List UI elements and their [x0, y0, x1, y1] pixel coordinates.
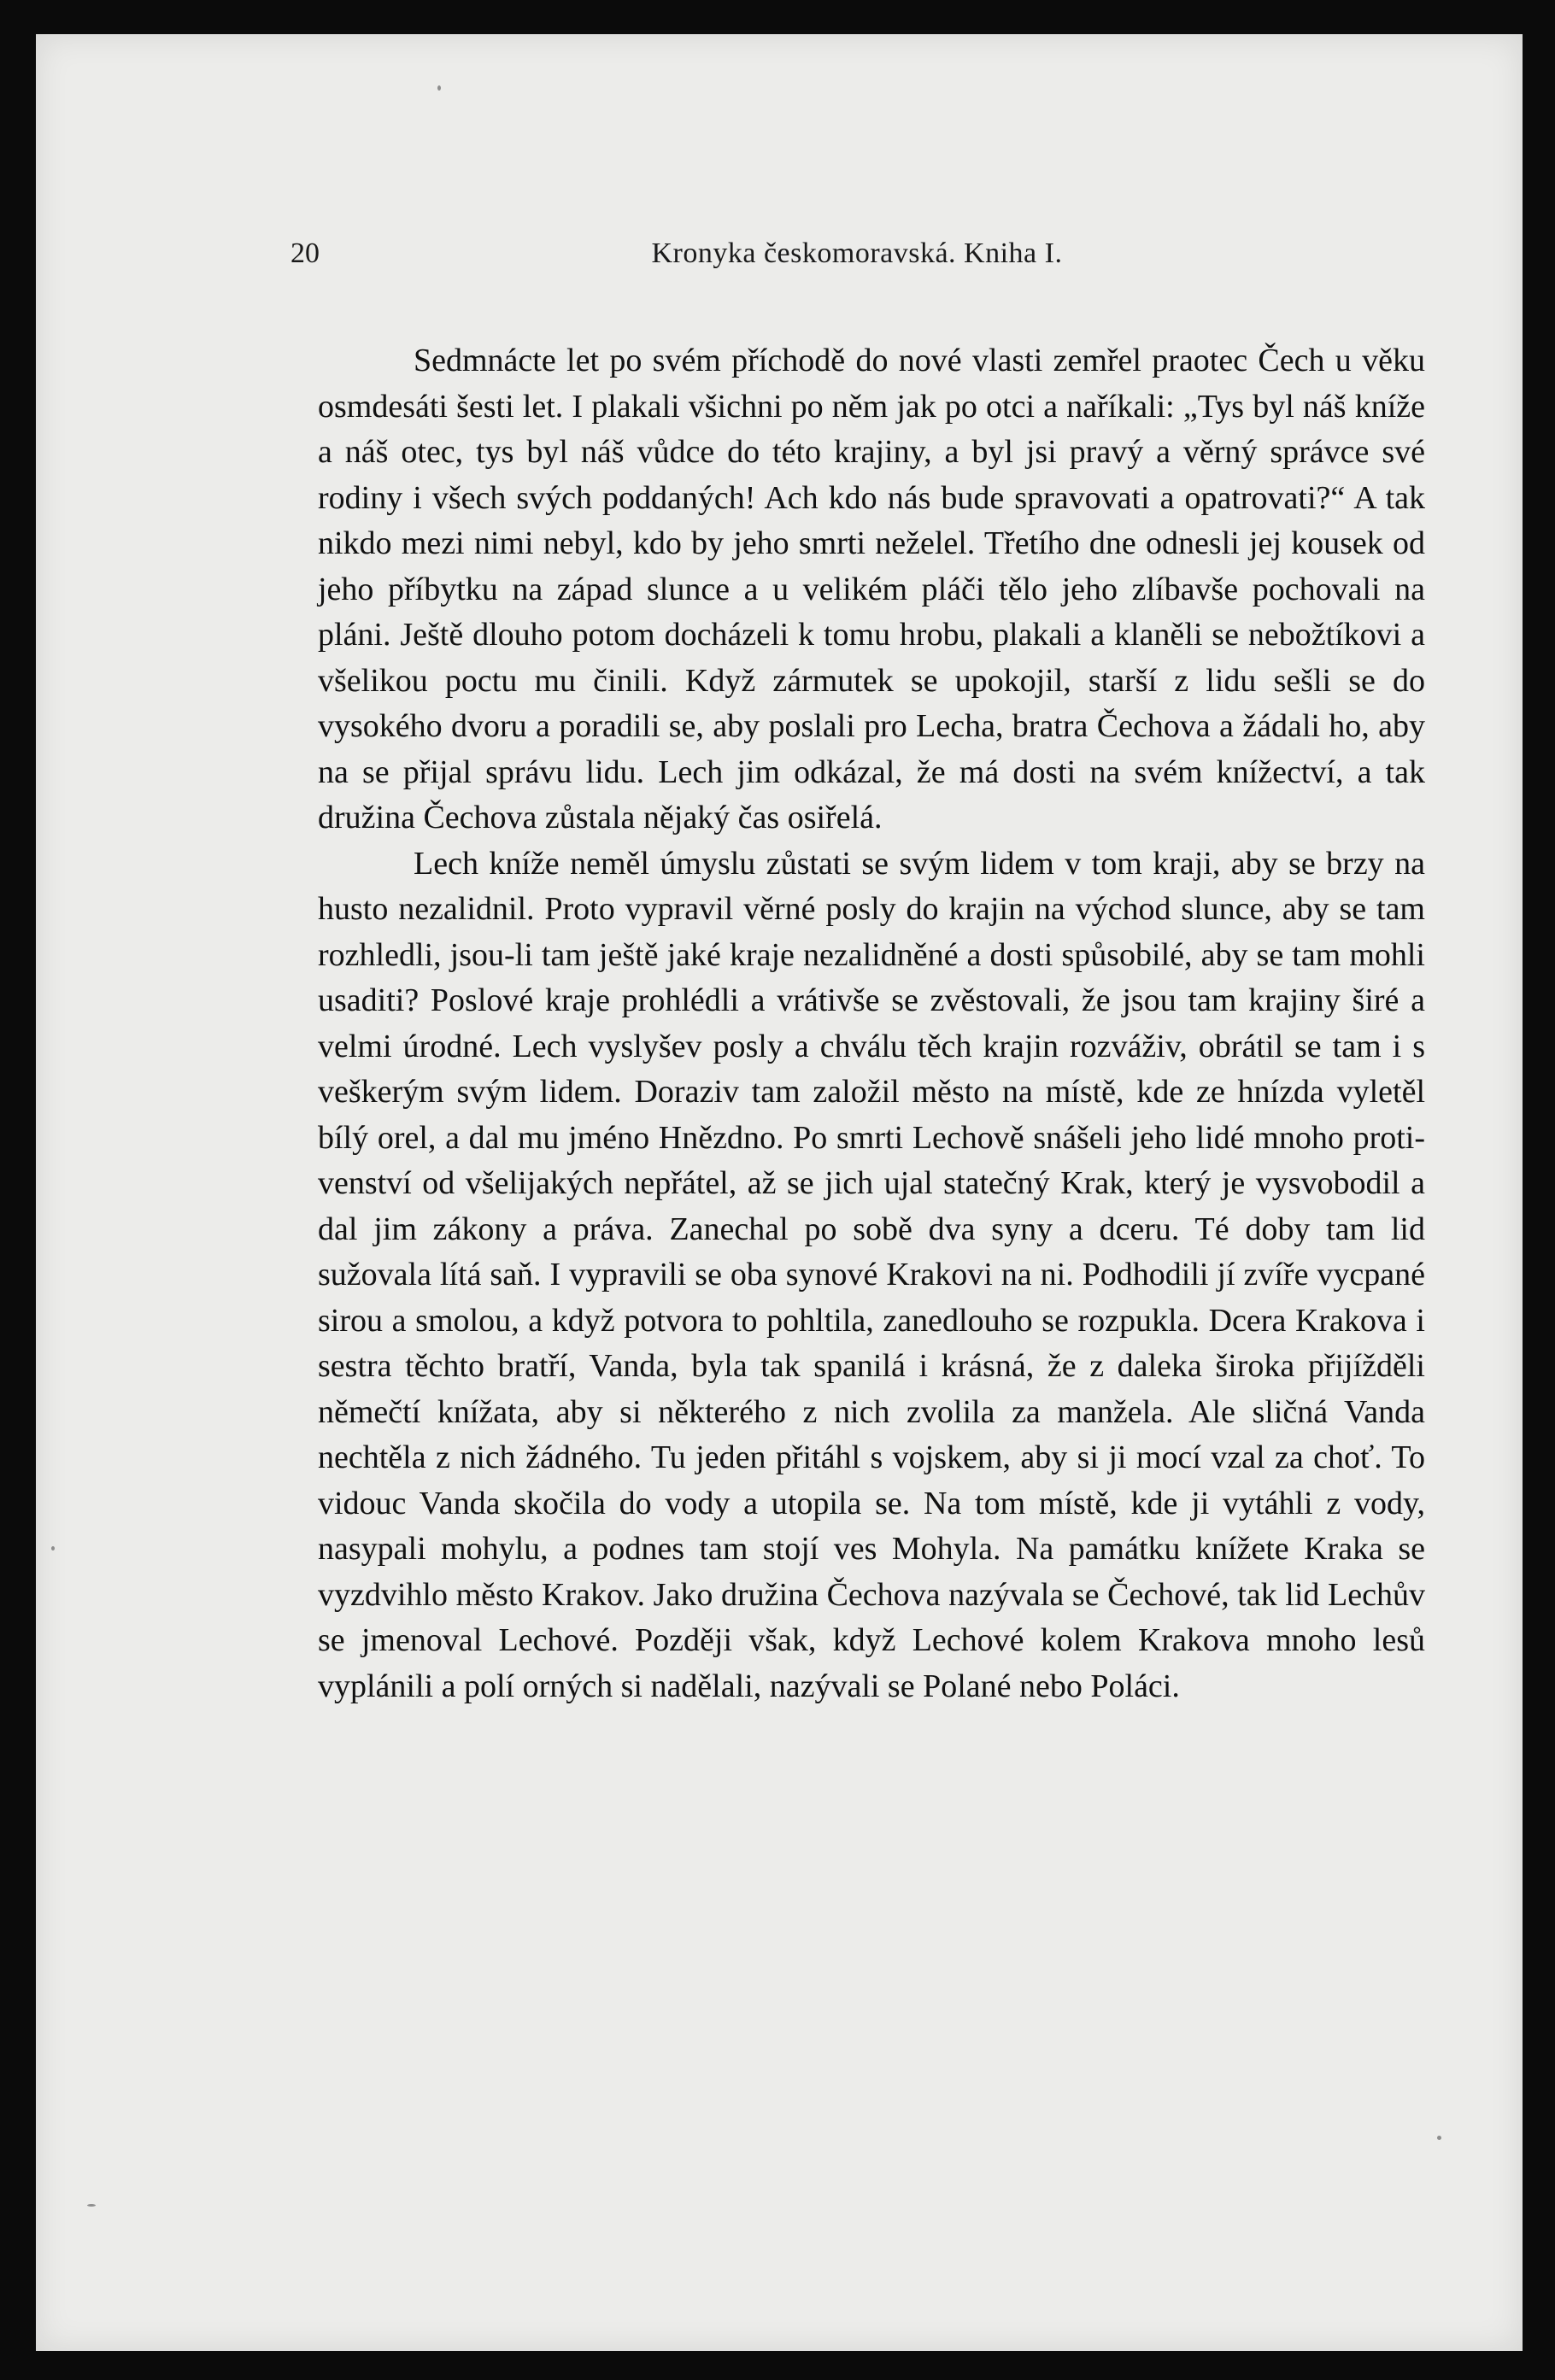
page-header: [290, 226, 1423, 277]
paper-speck: [51, 1546, 55, 1551]
book-page: [36, 34, 1523, 2351]
paper-speck: [1437, 2136, 1441, 2140]
page-number: 20: [290, 237, 320, 269]
running-title: Kronyka českomoravská. Kniha I.: [651, 237, 1063, 269]
paper-speck: [437, 85, 441, 91]
paragraph-2: Lech kníže neměl úmyslu zůstati se svým lidem v tom kraji, aby se brzy na husto nezalidnil. Proto vypravil věrné posly do krajin na východ slunce, aby se tam rozhledli, jsou-li tam ještě jaké kraje nezalidněné a dosti spůsobilé, aby se tam mohli usaditi? Poslové kraje prohlédli a vrátivše se zvěstovali, že jsou tam krajiny širé a velmi úrodné. Lech vyslyšev posly a chválu těch krajin rozváživ, obrátil se tam i s veškerým svým lidem. Doraziv tam založil město na místě, kde ze hnízda vyletěl bílý orel, a dal mu jméno Hnězdno. Po smrti Lechově snášeli jeho lidé mnoho protivenství od všelijakých nepřátel, až se jich ujal statečný Krak, který je vysvobodil a dal jim zákony a práva. Zanechal po sobě dva syny a dceru. Té doby tam lid sužovala lítá saň. I vypravili se oba synové Krakovi na ni. Podhodili jí zvíře vycpané sirou a smolou, a když potvora to pohltila, zanedlouho se rozpukla. Dcera Krakova i sestra těchto bratří, Vanda, byla tak spanilá i krásná, že z daleka široka přijížděli němečtí knížata, aby si některého z nich zvolila za manžela. Ale sličná Vanda nechtěla z nich žádného. Tu jeden přitáhl s vojskem, aby si ji mocí vzal za choť. To vidouc Vanda skočila do vody a utopila se. Na tom místě, kde ji vytáhli z vody, nasypali mohylu, a podnes tam stojí ves Mohyla. Na památku knížete Kraka se vyzdvihlo město Krakov. Jako družina Čechova nazývala se Čechové, tak lid Lechův se jmenoval Lechové. Později však, když Lechové kolem Krakova mnoho lesů vyplánili a polí orných si nadělali, nazývali se Polané nebo Poláci.: [318, 845, 1425, 1704]
text-body: [318, 338, 1425, 1709]
paragraph-1: Sedmnácte let po svém příchodě do nové vlasti zemřel praotec Čech u věku osmdesáti šesti let. I plakali všichni po něm jak po otci a naříkali: „Tys byl náš kníže a náš otec, tys byl náš vůdce do této krajiny, a byl jsi pravý a věrný správce své rodiny i všech svých poddaných! Ach kdo nás bude spravovati a opatrovati?“ A tak nikdo mezi nimi nebyl, kdo by jeho smrti neželel. Třetího dne odnesli jej kousek od jeho příbytku na západ slunce a u velikém pláči tělo jeho zlíbavše pochovali na pláni. Ještě dlouho potom docházeli k tomu hrobu, plakali a klaněli se nebožtíkovi a všelikou poctu mu činili. Když zármutek se upokojil, starší z lidu sešli se do vysokého dvoru a poradili se, aby poslali pro Lecha, bratra Čechova a žádali ho, aby na se přijal správu lidu. Lech jim odkázal, že má dosti na svém knížectví, a tak družina Čechova zůstala nějaký čas osiřelá.: [318, 343, 1425, 835]
paper-speck: [87, 2204, 96, 2207]
